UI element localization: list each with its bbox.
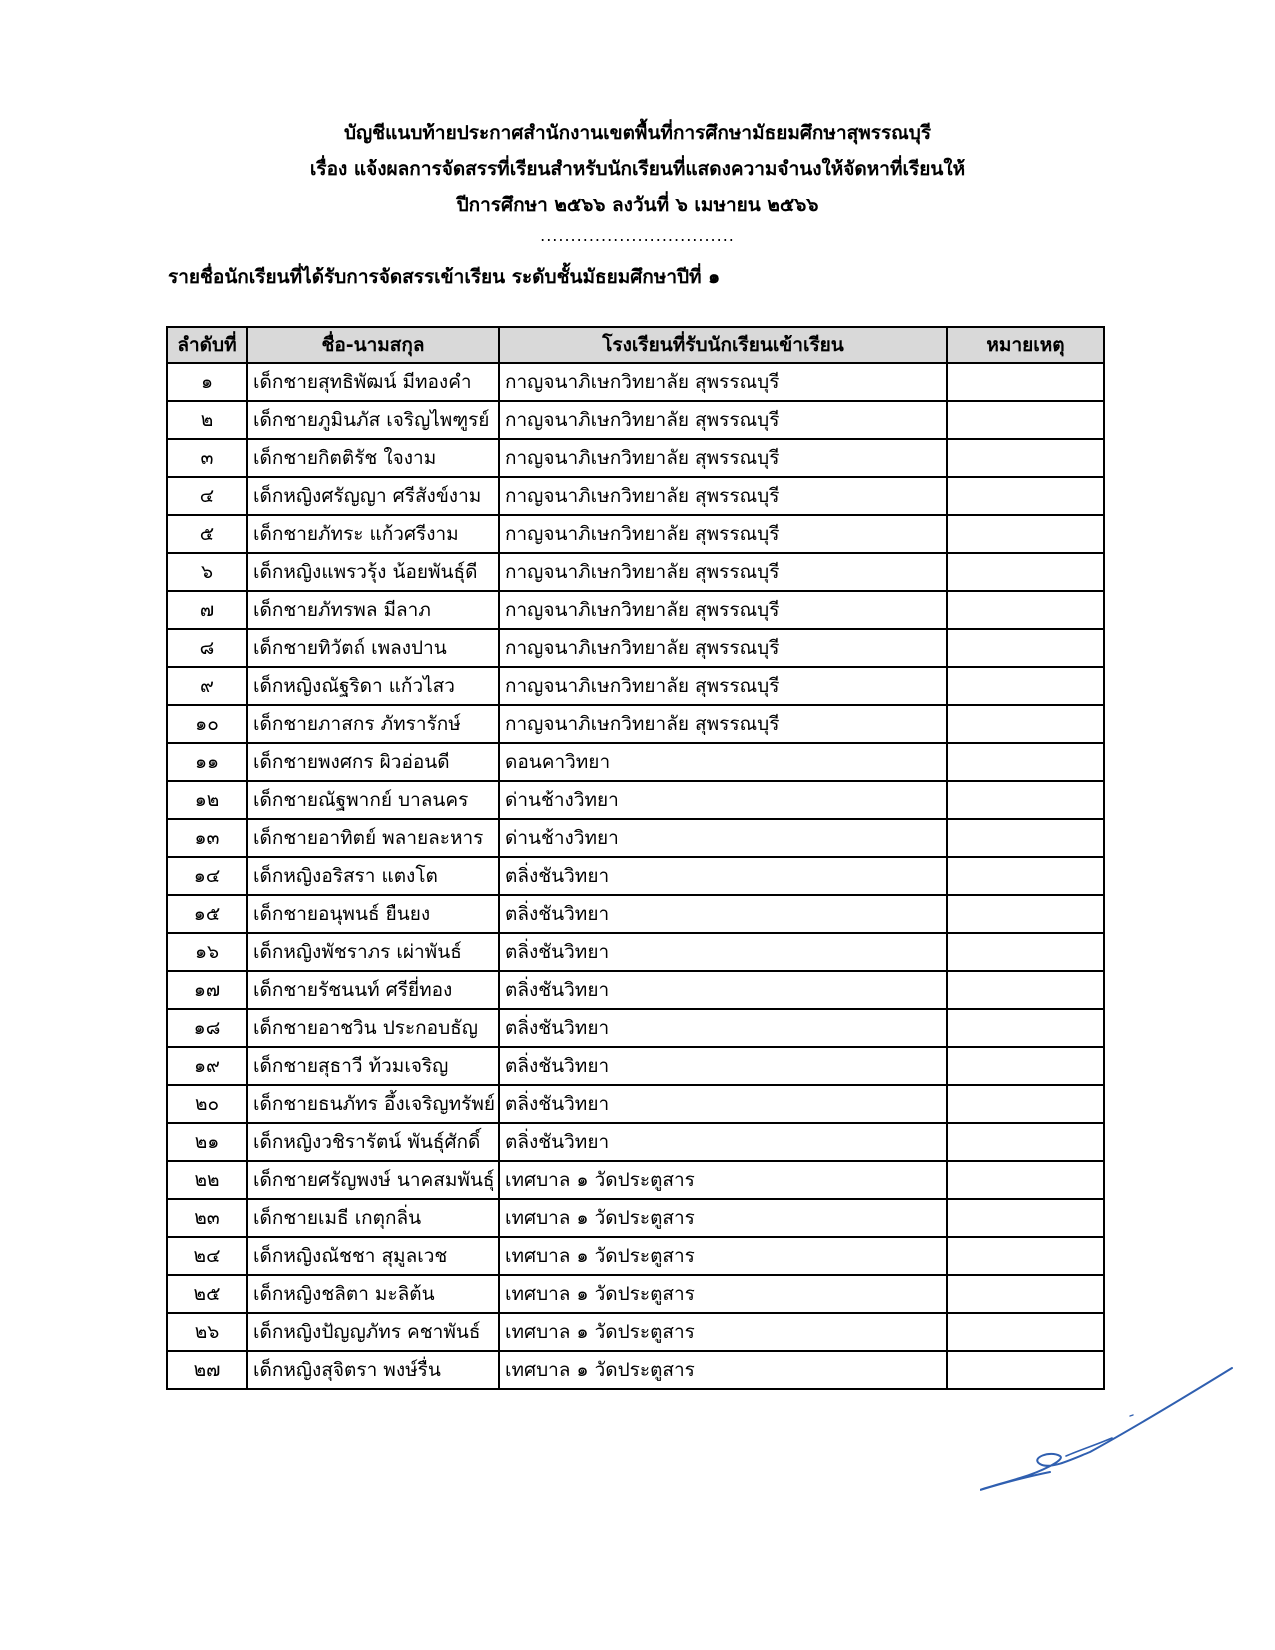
table-row — [167, 629, 1104, 667]
document-title-line2: เรื่อง แจ้งผลการจัดสรรที่เรียนสำหรับนักเรียนที่แสดงความจำนงให้จัดหาที่เรียนให้ — [309, 158, 966, 180]
table-row — [167, 591, 1104, 629]
row-order: ๑๓ — [167, 819, 247, 857]
row-name: เด็กหญิงชลิตา มะลิต้น — [247, 1275, 499, 1313]
row-order: ๘ — [167, 629, 247, 667]
row-name: เด็กชายภัทรพล มีลาภ — [247, 591, 499, 629]
row-note — [947, 1237, 1104, 1275]
row-name: เด็กหญิงวชิรารัตน์ พันธุ์ศักดิ์ — [247, 1123, 499, 1161]
row-note — [947, 477, 1104, 515]
signature-mark — [980, 1360, 1240, 1500]
row-school: กาญจนาภิเษกวิทยาลัย สุพรรณบุรี — [499, 363, 947, 401]
row-name: เด็กชายกิตติรัช ใจงาม — [247, 439, 499, 477]
table-row — [167, 477, 1104, 515]
header-order: ลำดับที่ — [167, 327, 247, 363]
table-row — [167, 1161, 1104, 1199]
row-school: เทศบาล ๑ วัดประตูสาร — [499, 1161, 947, 1199]
row-school: กาญจนาภิเษกวิทยาลัย สุพรรณบุรี — [499, 705, 947, 743]
table-row — [167, 705, 1104, 743]
row-order: ๒๓ — [167, 1199, 247, 1237]
table-header-row — [167, 327, 1104, 363]
row-school: ตลิ่งชันวิทยา — [499, 1123, 947, 1161]
header-note: หมายเหตุ — [947, 327, 1104, 363]
table-row — [167, 971, 1104, 1009]
row-order: ๒๐ — [167, 1085, 247, 1123]
row-school: ตลิ่งชันวิทยา — [499, 857, 947, 895]
row-school: กาญจนาภิเษกวิทยาลัย สุพรรณบุรี — [499, 477, 947, 515]
row-note — [947, 1199, 1104, 1237]
row-name: เด็กหญิงสุจิตรา พงษ์รื่น — [247, 1351, 499, 1389]
row-name: เด็กชายอาทิตย์ พลายละหาร — [247, 819, 499, 857]
table-row — [167, 743, 1104, 781]
row-order: ๑๐ — [167, 705, 247, 743]
row-note — [947, 1009, 1104, 1047]
row-note — [947, 1047, 1104, 1085]
row-note — [947, 439, 1104, 477]
row-school: เทศบาล ๑ วัดประตูสาร — [499, 1275, 947, 1313]
row-school: กาญจนาภิเษกวิทยาลัย สุพรรณบุรี — [499, 591, 947, 629]
row-school: กาญจนาภิเษกวิทยาลัย สุพรรณบุรี — [499, 401, 947, 439]
list-subtitle: รายชื่อนักเรียนที่ได้รับการจัดสรรเข้าเรียน ระดับชั้นมัธยมศึกษาปีที่ ๑ — [168, 266, 721, 288]
row-school: เทศบาล ๑ วัดประตูสาร — [499, 1313, 947, 1351]
row-name: เด็กหญิงณัชชา สุมูลเวช — [247, 1237, 499, 1275]
row-order: ๑๕ — [167, 895, 247, 933]
row-school: กาญจนาภิเษกวิทยาลัย สุพรรณบุรี — [499, 553, 947, 591]
table-row — [167, 553, 1104, 591]
row-note — [947, 629, 1104, 667]
row-name: เด็กชายอนุพนธ์ ยืนยง — [247, 895, 499, 933]
row-name: เด็กชายทิวัตถ์ เพลงปาน — [247, 629, 499, 667]
row-order: ๙ — [167, 667, 247, 705]
row-school: กาญจนาภิเษกวิทยาลัย สุพรรณบุรี — [499, 629, 947, 667]
row-order: ๒๔ — [167, 1237, 247, 1275]
row-order: ๒๖ — [167, 1313, 247, 1351]
table-row — [167, 401, 1104, 439]
row-name: เด็กหญิงแพรวรุ้ง น้อยพันธุ์ดี — [247, 553, 499, 591]
row-school: ดอนคาวิทยา — [499, 743, 947, 781]
table-row — [167, 1009, 1104, 1047]
document-title-line1: บัญชีแนบท้ายประกาศสำนักงานเขตพื้นที่การศึกษามัธยมศึกษาสุพรรณบุรี — [343, 122, 932, 144]
row-order: ๑ — [167, 363, 247, 401]
header-name: ชื่อ-นามสกุล — [247, 327, 499, 363]
row-note — [947, 895, 1104, 933]
table-row — [167, 515, 1104, 553]
row-school: ด่านช้างวิทยา — [499, 819, 947, 857]
row-school: ตลิ่งชันวิทยา — [499, 971, 947, 1009]
row-order: ๑๔ — [167, 857, 247, 895]
row-name: เด็กหญิงปัญญภัทร คชาพันธ์ — [247, 1313, 499, 1351]
header-school: โรงเรียนที่รับนักเรียนเข้าเรียน — [499, 327, 947, 363]
row-name: เด็กชายสุธาวี ท้วมเจริญ — [247, 1047, 499, 1085]
row-note — [947, 515, 1104, 553]
table-row — [167, 1085, 1104, 1123]
row-order: ๗ — [167, 591, 247, 629]
row-school: ตลิ่งชันวิทยา — [499, 1085, 947, 1123]
row-school: เทศบาล ๑ วัดประตูสาร — [499, 1351, 947, 1389]
row-name: เด็กหญิงณัฐริดา แก้วไสว — [247, 667, 499, 705]
row-school: เทศบาล ๑ วัดประตูสาร — [499, 1237, 947, 1275]
row-note — [947, 857, 1104, 895]
row-note — [947, 819, 1104, 857]
table-row — [167, 933, 1104, 971]
table-row — [167, 1275, 1104, 1313]
table-body — [167, 363, 1104, 1389]
table-row — [167, 1313, 1104, 1351]
row-school: กาญจนาภิเษกวิทยาลัย สุพรรณบุรี — [499, 515, 947, 553]
row-note — [947, 667, 1104, 705]
row-school: ตลิ่งชันวิทยา — [499, 933, 947, 971]
row-school: ด่านช้างวิทยา — [499, 781, 947, 819]
row-order: ๑๗ — [167, 971, 247, 1009]
row-note — [947, 1275, 1104, 1313]
row-school: เทศบาล ๑ วัดประตูสาร — [499, 1199, 947, 1237]
table-row — [167, 781, 1104, 819]
row-school: กาญจนาภิเษกวิทยาลัย สุพรรณบุรี — [499, 667, 947, 705]
row-note — [947, 933, 1104, 971]
row-order: ๑๘ — [167, 1009, 247, 1047]
row-name: เด็กชายธนภัทร อึ้งเจริญทรัพย์ — [247, 1085, 499, 1123]
row-order: ๑๖ — [167, 933, 247, 971]
row-note — [947, 743, 1104, 781]
table-row — [167, 895, 1104, 933]
row-order: ๔ — [167, 477, 247, 515]
row-note — [947, 363, 1104, 401]
row-order: ๑๒ — [167, 781, 247, 819]
row-name: เด็กชายภูมินภัส เจริญไพฑูรย์ — [247, 401, 499, 439]
row-name: เด็กชายรัชนนท์ ศรียี่ทอง — [247, 971, 499, 1009]
row-name: เด็กชายพงศกร ผิวอ่อนดี — [247, 743, 499, 781]
row-order: ๒๗ — [167, 1351, 247, 1389]
row-order: ๑๑ — [167, 743, 247, 781]
row-name: เด็กชายอาชวิน ประกอบธัญ — [247, 1009, 499, 1047]
row-note — [947, 1085, 1104, 1123]
document-title-line3: ปีการศึกษา ๒๕๖๖ ลงวันที่ ๖ เมษายน ๒๕๖๖ — [456, 194, 819, 216]
row-order: ๑๙ — [167, 1047, 247, 1085]
row-school: ตลิ่งชันวิทยา — [499, 1047, 947, 1085]
signature-stroke — [980, 1368, 1232, 1490]
table-row — [167, 1199, 1104, 1237]
row-note — [947, 401, 1104, 439]
table-row — [167, 857, 1104, 895]
row-school: กาญจนาภิเษกวิทยาลัย สุพรรณบุรี — [499, 439, 947, 477]
row-name: เด็กชายเมธี เกตุกลิ่น — [247, 1199, 499, 1237]
table-row — [167, 1237, 1104, 1275]
table-row — [167, 819, 1104, 857]
row-order: ๒ — [167, 401, 247, 439]
row-school: ตลิ่งชันวิทยา — [499, 1009, 947, 1047]
row-note — [947, 971, 1104, 1009]
table-row — [167, 1123, 1104, 1161]
student-allocation-table — [166, 326, 1105, 1390]
row-note — [947, 1161, 1104, 1199]
row-name: เด็กชายภัทระ แก้วศรีงาม — [247, 515, 499, 553]
row-name: เด็กหญิงศรัญญา ศรีสังข์งาม — [247, 477, 499, 515]
row-name: เด็กหญิงอริสรา แตงโต — [247, 857, 499, 895]
row-order: ๒๕ — [167, 1275, 247, 1313]
table-row — [167, 439, 1104, 477]
row-order: ๖ — [167, 553, 247, 591]
row-note — [947, 1123, 1104, 1161]
row-order: ๒๑ — [167, 1123, 247, 1161]
signature-dot — [1130, 1415, 1133, 1416]
row-note — [947, 781, 1104, 819]
table-row — [167, 1351, 1104, 1389]
dotted-separator: ................................ — [540, 226, 735, 245]
table-row — [167, 363, 1104, 401]
table-row — [167, 1047, 1104, 1085]
row-school: ตลิ่งชันวิทยา — [499, 895, 947, 933]
row-note — [947, 553, 1104, 591]
row-name: เด็กชายณัฐพากย์ บาลนคร — [247, 781, 499, 819]
row-name: เด็กชายภาสกร ภัทรารักษ์ — [247, 705, 499, 743]
row-order: ๕ — [167, 515, 247, 553]
row-order: ๓ — [167, 439, 247, 477]
row-note — [947, 591, 1104, 629]
row-order: ๒๒ — [167, 1161, 247, 1199]
row-note — [947, 705, 1104, 743]
row-name: เด็กชายศรัญพงษ์ นาคสมพันธุ์ — [247, 1161, 499, 1199]
row-note — [947, 1313, 1104, 1351]
row-name: เด็กชายสุทธิพัฒน์ มีทองคำ — [247, 363, 499, 401]
table-row — [167, 667, 1104, 705]
row-name: เด็กหญิงพัชราภร เผ่าพันธ์ — [247, 933, 499, 971]
